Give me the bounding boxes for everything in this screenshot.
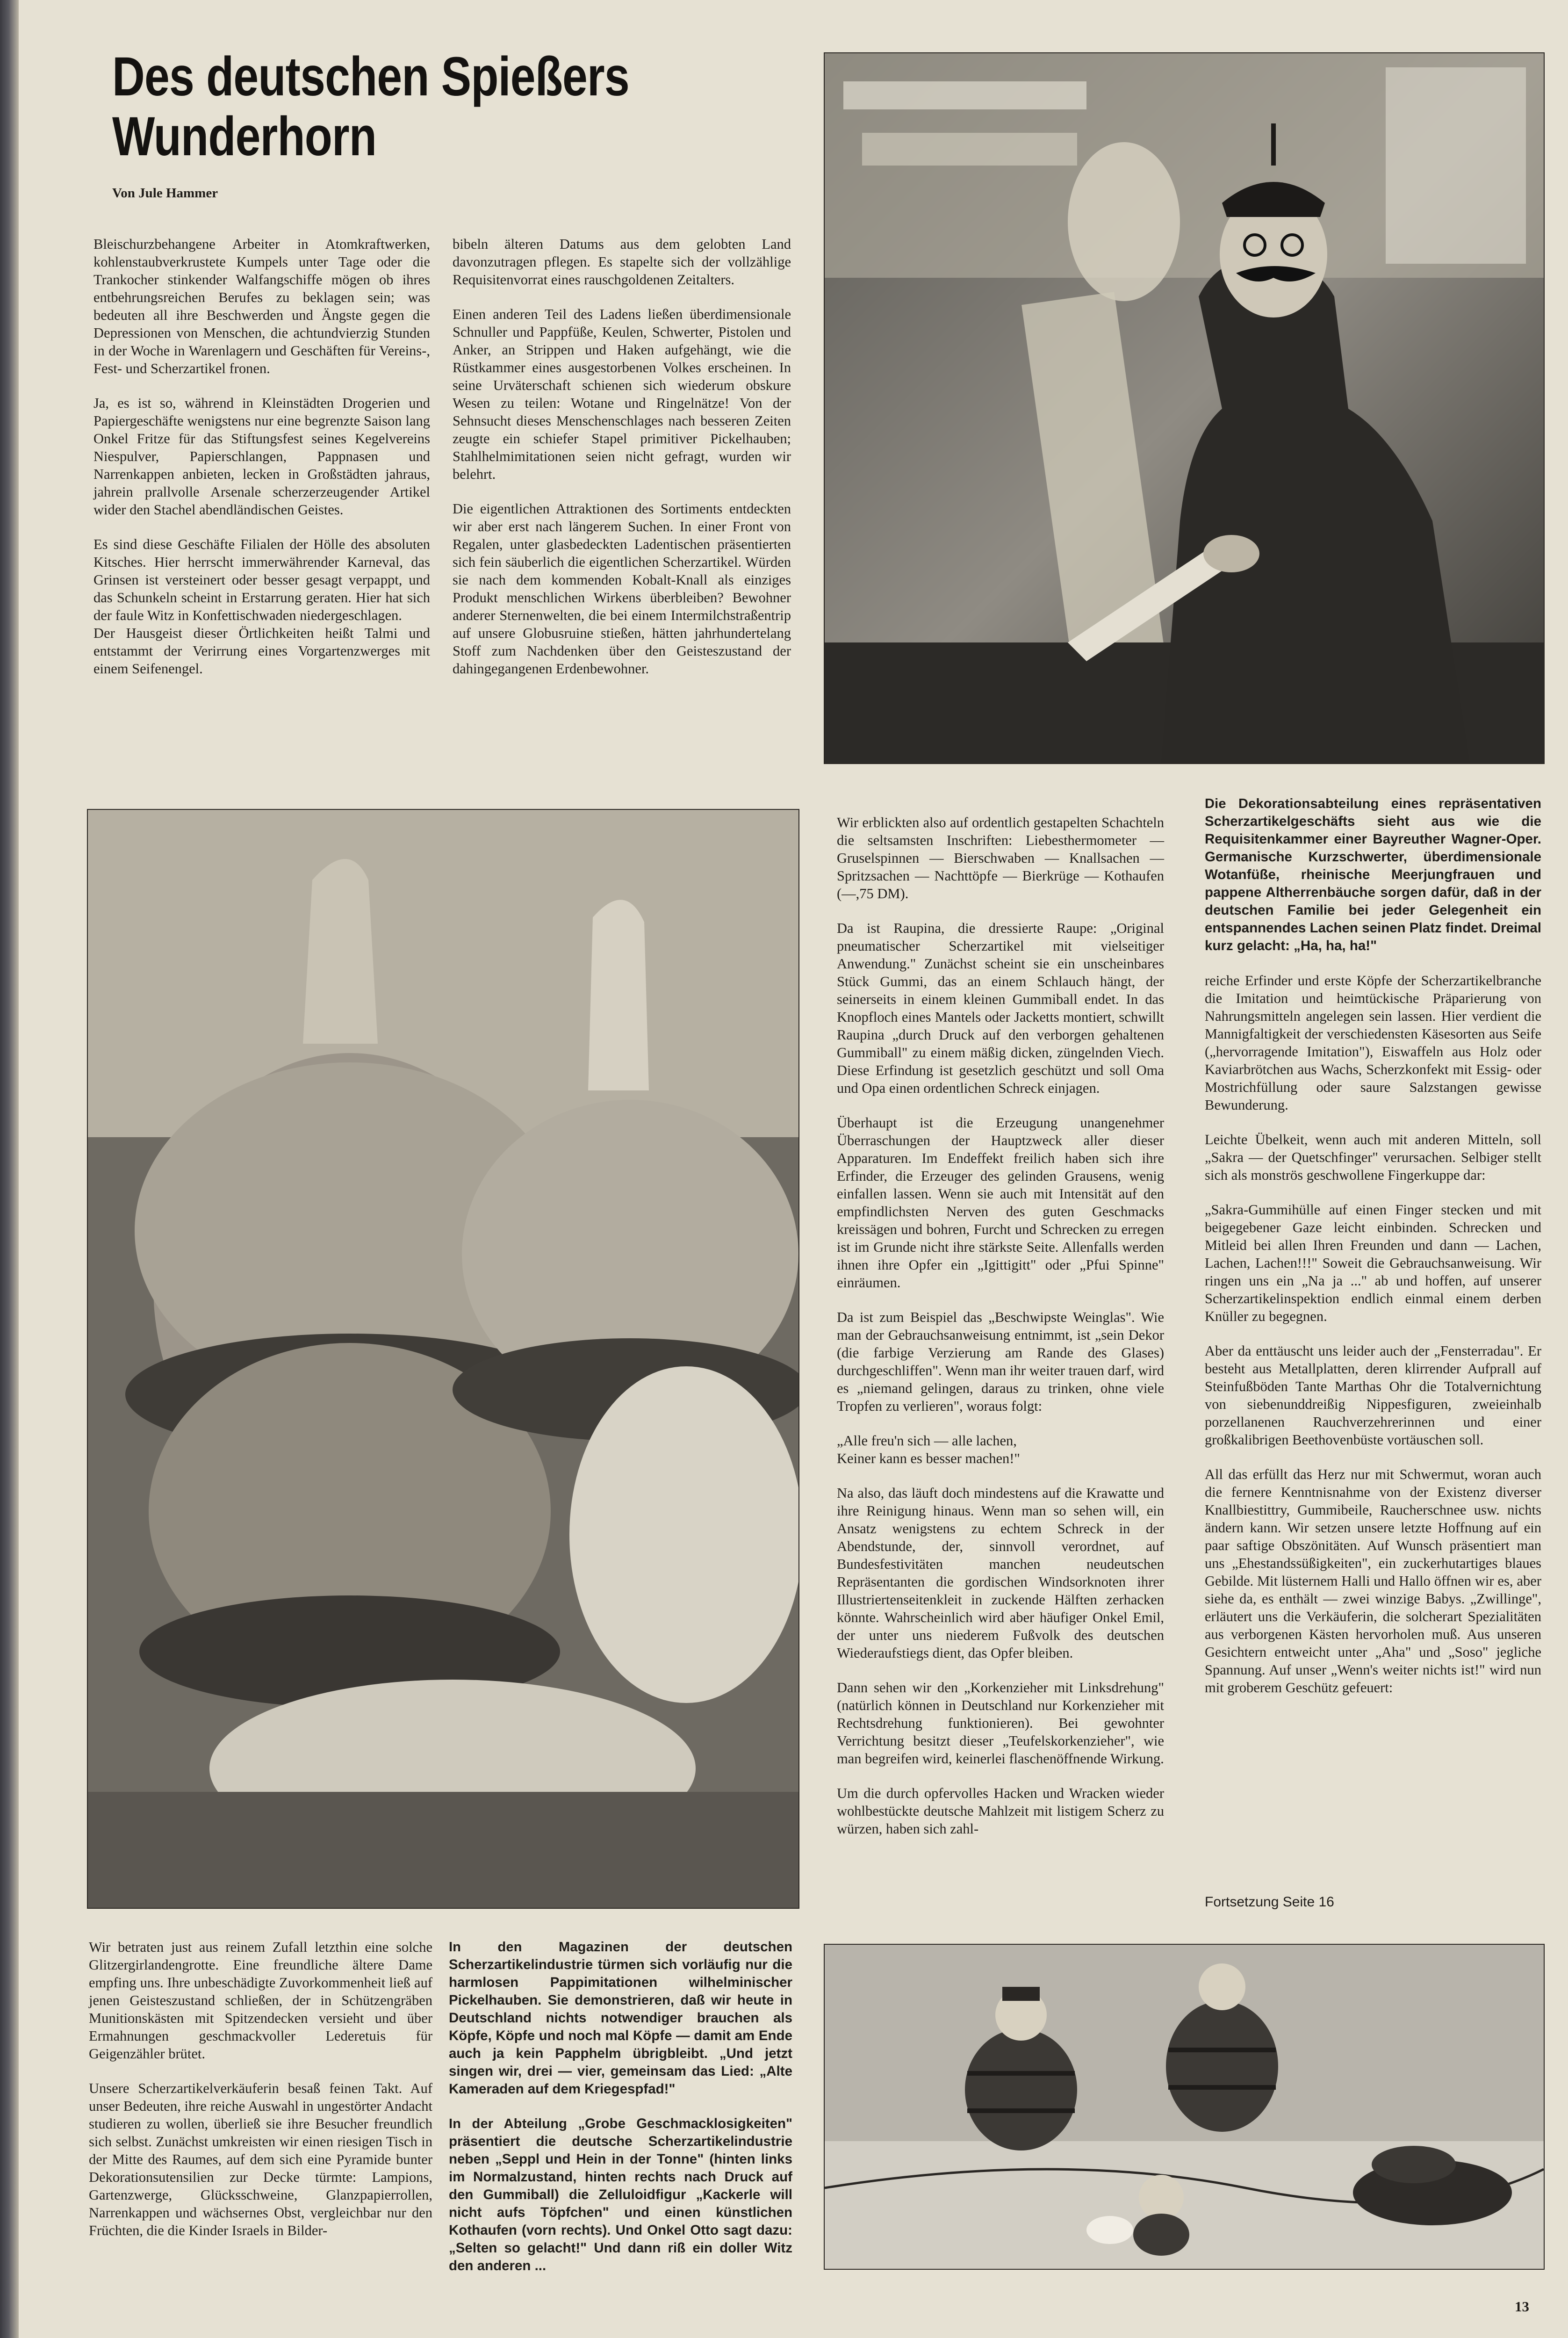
paragraph: „Sakra-Gummihülle auf einen Finger stecken und mit beigegebener Gaze leicht einbinden. Schrecken und Mitleid bei allen Ihren Freunden und dann — Lachen, Lachen, Lachen!!!" Soweit die Gebrauchsanweisung. Wir ringen uns ein „Na ja ..." ab und hoffen, auf unserer Scherzartikelinspektion endlich einmal einem derben Knüller zu begegnen. <box>1205 1202 1541 1324</box>
stacked-pickelhauben-photo <box>87 809 799 1909</box>
binding-gutter <box>0 0 19 2338</box>
column-2 <box>453 235 791 694</box>
column-3 <box>837 814 1164 1855</box>
caption-text: der deutschen Scherzartikelindustrie türmen sich vorläufig nur die harmlosen Pappimitationen wilhelminischer Pickelhauben. Sie demonstrieren, daß wir heute in Deutschland nichts notwendiger brauchen als Köpfe, Köpfe und noch mal Köpfe — damit am Ende auch ja kein Papphelm übrigbleibt. „Und jetzt singen wir, drei — vier, gemeinsam das Lied: „Alte Kameraden auf dem Kriegespfad!" <box>449 1939 792 2097</box>
paragraph: Um die durch opfervolles Hacken und Wracken wieder wohlbestückte deutsche Mahlzeit mit listigem Scherz zu würzen, haben sich zahl- <box>837 1785 1164 1837</box>
page-number: 13 <box>1515 2298 1529 2315</box>
photo-illustration <box>825 53 1544 763</box>
caption-lead: Die Dekorationsabteilung <box>1205 796 1379 811</box>
paragraph: Die eigentlichen Attraktionen des Sortiments entdeckten wir aber erst nach längerem Suchen. In einer Front von Regalen, unter glasbedeckten Ladentischen präsentierten sich fein säuberlich die eigentlichen Scherzartikel. Würden sie nach dem kommenden Kobalt-Knall als einziges Produkt menschlichen Wirkens überbleiben? Bewohner anderer Sternenwelten, die bei einem Intermilchstraßentrip auf unsere Globusruine stießen, hätten jahrhundertelang Stoff zum Nachdenken über den Geisteszustand der dahingegangenen Erdenbewohner. <box>453 501 791 677</box>
joke-figures-photo <box>824 1944 1545 2270</box>
bottom-column-1 <box>89 1938 432 2256</box>
paragraph: Bleischurzbehangene Arbeiter in Atomkraftwerken, kohlenstaubverkrustete Kumpels unter Tage oder die Trankocher stinkender Walfangschiffe mögen ob ihres entbehrungsreichen Berufes zu beklagen sein; was bedeuten all ihre Beschwerden und Ängste gegen die Depressionen von Menschen, die achtundvierzig Stunden in der Woche in Warenlagern und Geschäften für Vereins-, Fest- und Scherzartikel fronen. <box>94 236 430 376</box>
title-line-1: Des deutschen Spießers <box>112 46 629 108</box>
byline: Von Jule Hammer <box>112 186 218 201</box>
caption-lead: In den Magazinen <box>449 1940 629 1955</box>
verse-line: Keiner kann es besser machen!" <box>837 1450 1020 1466</box>
bottom-captions <box>449 1938 792 2292</box>
paragraph: Na also, das läuft doch mindestens auf die Krawatte und ihre Reinigung hinaus. Wenn man so sehen will, ein Ansatz wenigstens zu echtem Schreck in der Abendstunde, der, sinnvoll verordnet, auf Bundesfestivitäten manchen neudeutschen Repräsentanten die gordischen Windsorknoten ihrer Illustriertenseitenkleit in zuckende Hälften zerhacken könnte. Wahrscheinlich wird aber häufiger Onkel Emil, der unter uns niederem Fußvolk des deutschen Wiederaufstiegs dient, das Opfer bleiben. <box>837 1485 1164 1661</box>
paragraph: Einen anderen Teil des Ladens ließen überdimensionale Schnuller und Pappfüße, Keulen, Schwerter, Pistolen und Anker, an Strippen und Haken aufgehängt, wie die Rüstkammer eines ausgestorbenen Volkes erscheinen. In seine Urväterschaft schienen sich wiederum obskure Wesen zu teilen: Wotane und Ringelnätze! Von der Sehnsucht dieses Menschenschlages nach besseren Zeiten zeugte ein schiefer Stapel primitiver Pickelhauben; Stahlhelmimitationen seien nicht gefragt, wurden wir belehrt. <box>453 306 791 482</box>
caption-text: „Grobe Geschmacklosigkeiten" präsentiert die deutsche Scherzartikelindustrie neben „Seppl und Hein in der Tonne" (hinten links im Normalzustand, hinten rechts nach Druck auf den Gummiball) die Zelluloidfigur „Kackerle will nicht aufs Töpfchen" und einen künstlichen Kothaufen (vorn rechts). Und Onkel Otto sagt dazu: „Selten so gelacht!" Und dann riß ein doller Witz den anderen ... <box>449 2116 793 2273</box>
caption-tasteless <box>449 2115 792 2275</box>
paragraph: reiche Erfinder und erste Köpfe der Scherzartikelbranche die Imitation und heimtückische Präparierung von Nahrungsmitteln angelegen sein lassen. Hier verdient die Mannigfaltigkeit der verschiedensten Käsesorten aus Seife („hervorragende Imitation"), Eiswaffeln aus Holz oder Kaviarbrötchen aus Wachs, Scherzkonfekt mit Essig- oder Mostrichfüllung oder saure Salzstangen gewisse Bewunderung. <box>1205 973 1541 1113</box>
caption-magazine <box>449 1938 792 2098</box>
paragraph: Leichte Übelkeit, wenn auch mit anderen Mitteln, soll „Sakra — der Quetschfinger" verursachen. Selbiger stellt sich als monströs geschwollene Fingerkuppe dar: <box>1205 1132 1541 1183</box>
paragraph: All das erfüllt das Herz nur mit Schwermut, woran auch die fernere Kenntnisnahme von der Existenz diverser Knallbiestittry, Gummibeile, Raucherschnee usw. nichts ändern kann. Wir setzen unsere letzte Hoffnung auf ein paar saftige Obszönitäten. Auf Wunsch präsentiert man uns „Ehestandssüßigkeiten", ein zuckerhutartiges blaues Gebilde. Mit lüsternem Halli und Hallo öffnen wir es, aber siehe da, es enthält — zwei winzige Babys. „Zwillinge", erläutert uns die Verkäuferin, die solcherart Spezialitäten aus verborgenen Kästen hervorholen muß. Aus unseren Gesichtern entweicht unter „Aha" und „Soso" jegliche Spannung. Auf unser „Wenn's weiter nichts ist!" wird nun mit groberem Geschütz gefeuert: <box>1205 1466 1541 1696</box>
paragraph: Es sind diese Geschäfte Filialen der Hölle des absoluten Kitsches. Hier herrscht immerwährender Karneval, das Grinsen ist versteinert oder besser gesagt verpappt, und das Schunkeln scheint in Erstarrung geraten. Hier hat sich der faule Witz in Konfettischwaden niedergeschlagen. <box>94 536 430 623</box>
photo-illustration <box>825 1945 1544 2269</box>
paragraph: Dann sehen wir den „Korkenzieher mit Linksdrehung" (natürlich können in Deutschland nur Korkenzieher mit Rechtsdrehung funktionieren). Bei gewohnter Verrichtung besitzt dieser „Teufelskorkenzieher", wie man begreifen wird, keinerlei flaschenöffnende Wirkung. <box>837 1680 1164 1767</box>
paragraph: Wir betraten just aus reinem Zufall letzthin eine solche Glitzergirlandengrotte. Eine freundliche ältere Dame empfing uns. Ihre unbeschädigte Zuvorkommenheit ließ auf jenen Geisteszustand schließen, der in Schützengräben Munitionskästen mit Spitzendecken versieht und über Ermahnungen geschmackvoller Lederetuis für Geigenzähler brütet. <box>89 1939 432 2062</box>
paragraph: Wir erblickten also auf ordentlich gestapelten Schachteln die seltsamsten Inschriften: Liebesthermometer — Gruselspinnen — Bierschwaben — Knallsachen — Spritzsachen — Nachttöpfe — Bierkrüge — Kothaufen (—,75 DM). <box>837 815 1164 902</box>
page-title <box>112 47 687 166</box>
paragraph: Unsere Scherzartikelverkäuferin besaß feinen Takt. Auf unser Bedeuten, ihre reiche Auswahl in ungestörter Andacht studieren zu wollen, überließ sie ihre Besucher freundlich sich selbst. Zunächst umkreisten wir einen riesigen Tisch in der Mitte des Raumes, auf dem sich eine Pyramide bunter Dekorationsutensilien zur Decke türmte: Lampions, Gartenzwerge, Glücksschweine, Glanzpapierrollen, Narrenkappen und wächsernes Obst, vergleichbar nur den Früchten, die die Kinder Israels in Bilder- <box>89 2080 432 2238</box>
paragraph: Da ist Raupina, die dressierte Raupe: „Original pneumatischer Scherzartikel mit vielseitiger Anwendung." Zunächst scheint sie ein unscheinbares Stück Gummi, das an einem Schlauch hängt, der seinerseits in einem kleinen Gummiball endet. In das Knopfloch eines Mantels oder Jacketts montiert, schwillt Raupina „durch Druck auf den verborgen gehaltenen Gummiball" zu einem mäßig dicken, züngelnden Viech. Diese Erfindung ist gesetzlich geschützt und soll Oma und Opa einen ordentlichen Schreck einjagen. <box>837 920 1164 1096</box>
paragraph: Überhaupt ist die Erzeugung unangenehmer Überraschungen der Hauptzweck aller dieser Apparaturen. Im Endeffekt freilich haben sich ihre Erfinder, die Erzeuger des gelinden Grausens, wenig einfallen lassen. Wenn sie auch mit Intensität auf den empfindlichsten Nerven des guten Geschmacks kreissägen und bohren, Furcht und Schrecken zu erregen ist im Grunde nicht ihre stärkste Seite. Allenfalls werden ihnen ihre Opfer ein „Igittigitt" oder „Pfui Spinne" einräumen. <box>837 1115 1164 1291</box>
column-1 <box>94 235 430 694</box>
paragraph: Da ist zum Beispiel das „Beschwipste Weinglas". Wie man der Gebrauchsanweisung entnimmt, ist „sein Dekor (die farbige Verzierung am Rande des Glases) durchgeschliffen". Wenn man ihr weiter trauen darf, wird es „niemand gelingen, daraus zu trinken, ohne viele Tropfen zu verlieren", woraus folgt: <box>837 1309 1164 1414</box>
caption-decoration <box>1205 795 1541 955</box>
paragraph: Aber da enttäuscht uns leider auch der „Fensterradau". Er besteht aus Metallplatten, deren klirrender Aufprall auf Steinfußböden Tante Marthas Ohr die Totalvernichtung von siebenunddreißig Nippesfiguren, zweieinhalb porzellanenen Rauchverzehrerinnen und einer großkalibrigen Beethovenbüste vortäuschen soll. <box>1205 1343 1541 1448</box>
verse-line: „Alle freu'n sich — alle lachen, <box>837 1433 1017 1449</box>
caption-text: eines repräsentativen Scherzartikelgeschäfts sieht aus wie die Requisitenkammer einer Bayreuther Wagner-Oper. Germanische Kurzschwerter, überdimensionale Wotanfüße, rheinische Meerjungfrauen und pappene Altherrenbäuche sorgen dafür, daß in der deutschen Familie bei jeder Gelegenheit ein entspannendes Lachen seinen Platz findet. Dreimal kurz gelacht: „Ha, ha, ha!" <box>1205 796 1541 953</box>
paragraph: bibeln älteren Datums aus dem gelobten Land davonzutragen pflegen. Es stapelte sich der vollzählige Requisitenvorrat eines rauschgoldenen Zeitalters. <box>453 236 791 288</box>
continuation-note: Fortsetzung Seite 16 <box>1205 1894 1334 1910</box>
photo-illustration <box>88 810 798 1908</box>
title-line-2: Wunderhorn <box>112 106 377 167</box>
paragraph: Der Hausgeist dieser Örtlichkeiten heißt Talmi und entstammt der Verirrung eines Vorgartenzwerges mit einem Seifenengel. <box>94 625 430 677</box>
verse <box>837 1432 1164 1467</box>
magazine-page <box>19 0 1568 2338</box>
caption-lead: In der Abteilung <box>449 2116 568 2131</box>
paragraph: Ja, es ist so, während in Kleinstädten Drogerien und Papiergeschäfte wenigstens nur eine begrenzte Saison lang Onkel Fritze für das Stiftungsfest seines Kegelvereins Niespulver, Papierschlangen, Pappnasen und Narrenkappen anbieten, lecken in Großstädten jahraus, jahrein prallvolle Arsenale scherzerzeugender Artikel wider den Stachel abendländischen Geistes. <box>94 395 430 518</box>
column-4 <box>1205 795 1541 1713</box>
man-in-spiked-helmet-photo <box>824 52 1545 764</box>
